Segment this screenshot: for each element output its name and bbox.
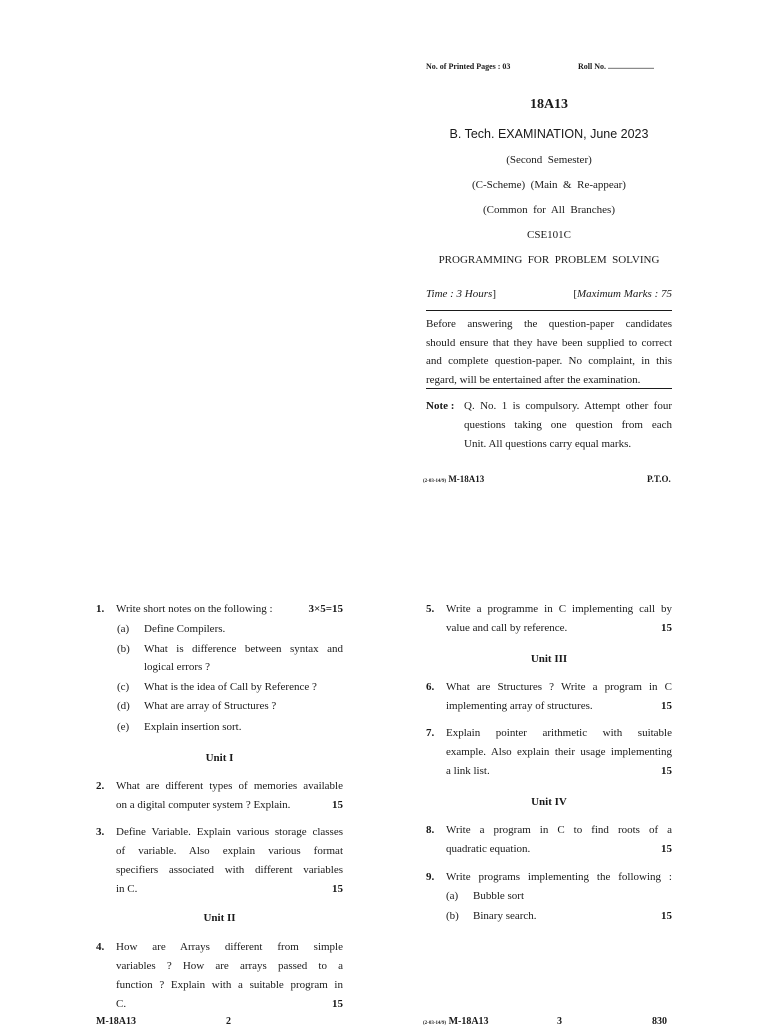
question-number: 8. [426, 824, 435, 836]
course-name: PROGRAMMING FOR PROBLEM SOLVING [438, 254, 660, 266]
question-marks: 15 [332, 883, 343, 895]
question-line: specifiers associated with different variables [116, 864, 343, 876]
question-line: function ? Explain with a suitable program in [116, 979, 343, 991]
question-line-last [116, 995, 343, 1014]
question-marks: 3×5=15 [308, 603, 343, 615]
question-line: C. [116, 998, 127, 1010]
part-text: What is difference between syntax and [144, 643, 343, 655]
question-line: How are Arrays different from simple [116, 941, 343, 953]
part-label: (a) [117, 623, 130, 635]
page3-footer [423, 1016, 489, 1027]
part-text: Bubble sort [473, 890, 525, 902]
question-text-row [116, 600, 343, 619]
question-number: 1. [96, 603, 105, 615]
question-line: quadratic equation. [446, 843, 531, 855]
question-line: Explain pointer arithmetic with suitable [446, 727, 672, 739]
q1-part-c [117, 678, 317, 697]
question-line-last [446, 697, 672, 716]
question-line-last [116, 796, 343, 815]
question-7 [426, 724, 672, 781]
question-line: What are different types of memories available [116, 780, 343, 792]
q9-part-b [446, 907, 672, 926]
note-label: Note : [426, 400, 455, 412]
question-body [446, 600, 672, 638]
question-line: variables ? How are arrays passed to a [116, 960, 343, 972]
page3-footer-count: 830 [652, 1016, 667, 1027]
scheme: (C-Scheme) (Main & Re-appear) [472, 179, 626, 191]
question-9 [426, 868, 672, 887]
question-line-last [446, 762, 672, 781]
exam-title: B. Tech. EXAMINATION, June 2023 [449, 127, 649, 141]
part-label: (c) [117, 681, 130, 693]
question-line: Write a program in C to find roots of a [446, 824, 672, 836]
part-text: logical errors ? [144, 661, 210, 673]
part-text: Binary search. [473, 910, 537, 922]
footer-print-code: (2-03-14/9) [423, 479, 447, 484]
question-number: 3. [96, 826, 105, 838]
part-text: Define Compilers. [144, 623, 226, 635]
divider-bottom [426, 388, 672, 389]
page3-footer-page: 3 [557, 1016, 562, 1027]
question-number: 6. [426, 681, 435, 693]
question-marks: 15 [661, 700, 672, 712]
part-label: (b) [446, 910, 459, 922]
q1-part-d [117, 697, 276, 716]
question-8 [426, 821, 672, 859]
question-3 [96, 823, 343, 899]
question-marks: 15 [661, 910, 672, 922]
instruction-line: should ensure that they have been supplied to correct [426, 336, 672, 349]
question-marks: 15 [661, 622, 672, 634]
unit-2-heading: Unit II [203, 912, 236, 924]
page2-footer-page: 2 [226, 1016, 231, 1027]
instruction-line: and complete question-paper. No complaint, in this [426, 355, 672, 367]
question-number: 5. [426, 603, 435, 615]
time-allowed: Time : 3 Hours] [426, 288, 496, 300]
question-line: of variable. Also explain various format [116, 845, 343, 857]
semester: (Second Semester) [506, 154, 592, 166]
note-line: Unit. All questions carry equal marks. [464, 438, 632, 450]
part-text: What is the idea of Call by Reference ? [144, 681, 317, 693]
question-text: Write short notes on the following : [116, 603, 273, 615]
branches: (Common for All Branches) [483, 204, 615, 216]
part-label: (b) [117, 643, 130, 655]
printed-pages: No. of Printed Pages : 03 [426, 62, 511, 71]
unit-1-heading: Unit I [205, 752, 234, 764]
question-line: implementing array of structures. [446, 700, 593, 712]
q1-part-b [117, 640, 343, 659]
question-marks: 15 [661, 765, 672, 777]
question-5 [426, 600, 672, 638]
page2-footer-code: M-18A13 [96, 1016, 136, 1027]
maximum-marks: [Maximum Marks : 75 [573, 288, 672, 300]
q1-part-e [117, 718, 241, 737]
part-label: (a) [446, 890, 459, 902]
question-line: a link list. [446, 765, 490, 777]
instructions [426, 315, 672, 389]
question-number: 9. [426, 871, 435, 883]
part-text: What are array of Structures ? [144, 700, 277, 712]
question-marks: 15 [332, 799, 343, 811]
question-body [446, 821, 672, 859]
question-6 [426, 678, 672, 716]
question-line-last [446, 840, 672, 859]
note-line: Q. No. 1 is compulsory. Attempt other four [464, 400, 672, 412]
part-label: (d) [117, 700, 130, 712]
question-1 [96, 600, 343, 619]
roll-number: Roll No. ....................... [578, 62, 654, 71]
question-line: What are Structures ? Write a program in C [446, 681, 672, 693]
q9-part-a [446, 887, 524, 906]
question-text: Write programs implementing the following : [446, 871, 672, 883]
question-line: Write a programme in C implementing call by [446, 603, 672, 615]
question-4 [96, 938, 343, 1014]
question-line: in C. [116, 883, 138, 895]
course-code: CSE101C [526, 229, 571, 241]
footer-print-code: (2-03-14/9) [423, 1021, 447, 1026]
question-body [116, 938, 343, 1014]
time-marks-row [426, 288, 672, 300]
part-label: (e) [117, 721, 130, 733]
note-text [464, 397, 672, 454]
part-text: Explain insertion sort. [144, 721, 242, 733]
question-number: 7. [426, 727, 435, 739]
question-body [116, 823, 343, 899]
question-line: value and call by reference. [446, 622, 568, 634]
question-number: 2. [96, 780, 105, 792]
question-body [446, 724, 672, 781]
paper-code: 18A13 [529, 97, 569, 112]
question-body [116, 777, 343, 815]
page1-footer [423, 474, 484, 484]
instruction-line: regard, will be entertained after the examination. [426, 373, 641, 386]
question-number: 4. [96, 941, 105, 953]
question-marks: 15 [332, 998, 343, 1010]
question-line: example. Also explain their usage implementing [446, 746, 672, 758]
question-marks: 15 [661, 843, 672, 855]
question-line-last [116, 880, 343, 899]
unit-4-heading: Unit IV [531, 796, 567, 808]
question-line-last [446, 619, 672, 638]
footer-paper-code: M-18A13 [448, 474, 485, 484]
footer-pto: P.T.O. [647, 474, 671, 484]
divider-top [426, 310, 672, 311]
question-line: Define Variable. Explain various storage classes [116, 826, 343, 838]
question-2 [96, 777, 343, 815]
q1-part-b-cont [144, 658, 210, 677]
footer-paper-code: M-18A13 [448, 1016, 489, 1027]
unit-3-heading: Unit III [530, 653, 568, 665]
q1-part-a [117, 620, 225, 639]
instruction-line: Before answering the question-paper candidates [426, 318, 672, 330]
question-line: on a digital computer system ? Explain. [116, 799, 291, 811]
question-body [446, 678, 672, 716]
note-line: questions taking one question from each [464, 419, 672, 431]
